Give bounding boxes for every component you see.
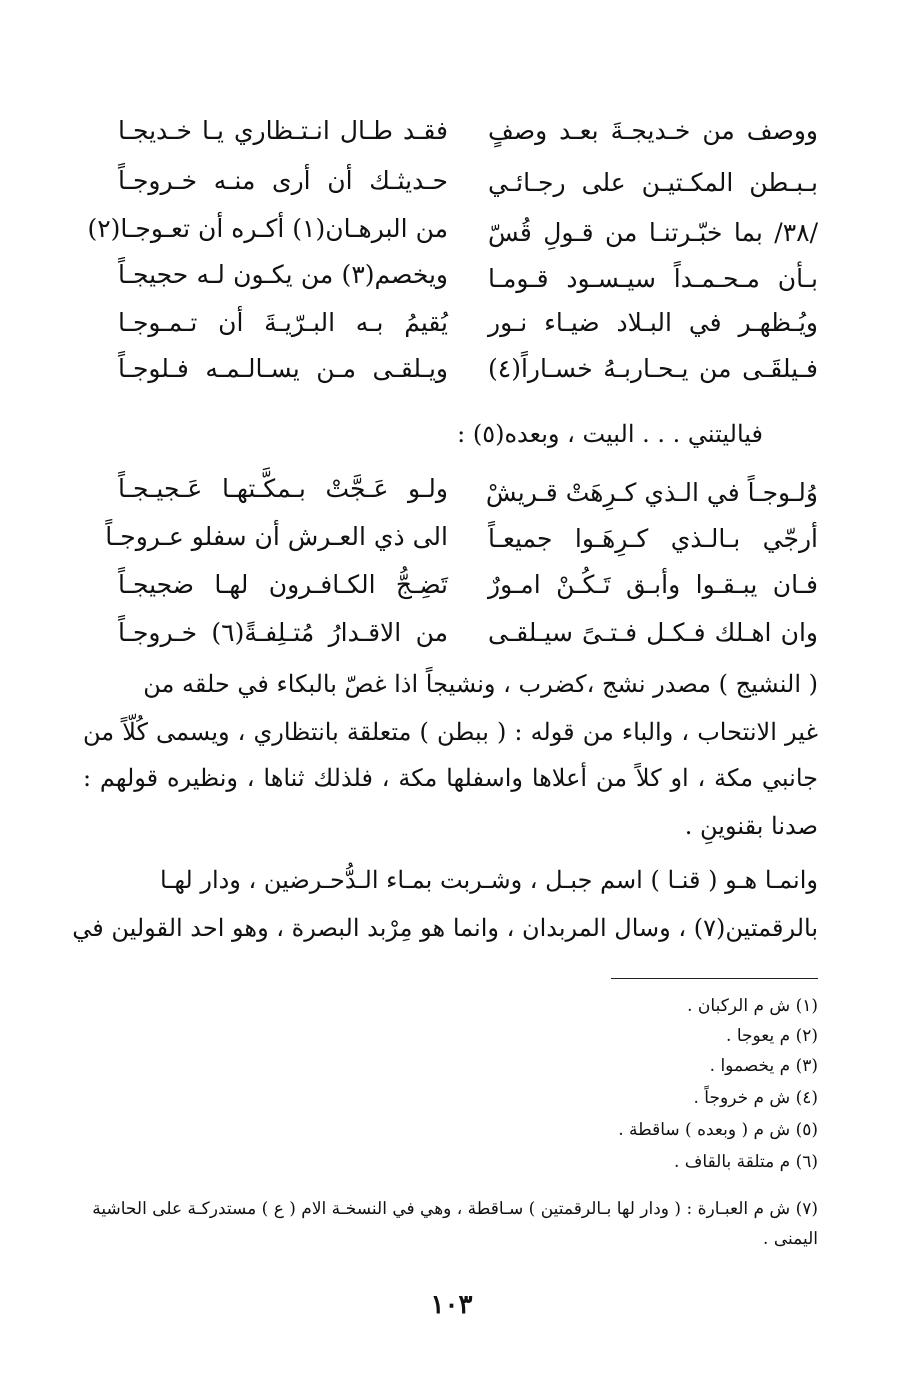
poem2-right-verse: أرجّي بـالـذي كـرِهَـوا جميعـاً <box>488 524 818 553</box>
footnote: (٥) ش م ( وبعده ) ساقطة . <box>618 1120 818 1140</box>
footnote: (٧) ش م العبـارة : ( ودار لها بـالرقمتين ) سـاقطة ، وهي في النسخـة الام ( ع ) مستدركـة على الحاشية اليمنى . <box>92 1199 818 1249</box>
poem2-left-verse: تَضِـجُّ الكـافـرون لهـا ضجيجـاً <box>118 570 448 599</box>
poem1-right-verse: بـأن مـحـمـداً سيـسـود قـومـا <box>488 264 818 293</box>
poem2-left-verse: ولـو عَـجَّتْ بـمكَّـتهـا عَـجيـجـاً <box>118 474 448 503</box>
poem1-left-verse: فقـد طـال انـتـظاري يـا خـديجـا <box>118 116 448 145</box>
footnote: (٢) م يعوجا . <box>726 1026 818 1046</box>
prose-line: صدنا بقنوينِ . <box>684 812 818 840</box>
footnote: (١) ش م الركبان . <box>687 996 818 1016</box>
prose-line: وانمـا هـو ( قنـا ) اسم جبـل ، وشـربت بمـاء الـدُّحـرضين ، ودار لهـا <box>160 866 818 894</box>
prose-line: ( النشيج ) مصدر نشج ،كضرب ، ونشيجاً اذا غصّ بالبكاء في حلقه من <box>143 670 818 698</box>
poem1-left-verse: ويخصم(٣) من يكـون لـه حجيجـاً <box>118 260 448 289</box>
poem1-right-verse: ووصف من خـديجـةَ بعـد وصفٍ <box>488 116 818 145</box>
poem1-right-verse: بـبـطن المكـتيـن على رجـائـي <box>488 168 818 197</box>
poem2-right-verse: وان اهـلك فـكـل فـتـىً سيـلقـى <box>488 618 818 647</box>
poem2-right-verse: وُلـوجـاً في الـذي كـرِهَتْ قـريشْ <box>485 478 818 507</box>
poem1-left-verse: يُقيمُ بـه البـرّيـةَ أن تـمـوجـا <box>118 308 448 337</box>
poem1-right-verse: فـيلقَـى من يـحـاربـهُ خسـاراً(٤) <box>488 354 818 383</box>
poem1-right-verse: /٣٨/ بما خبّـرتنـا من قـولِ قُسّ <box>488 218 818 247</box>
footnote: (٣) م يخصموا . <box>709 1056 818 1076</box>
poem2-right-verse: فـان يبـقـوا وأبـق تَـكُـنْ امـورٌ <box>488 570 818 599</box>
prose-line: جانبي مكة ، او كلاً من أعلاها واسفلها مكة ، فلذلك ثناها ، ونظيره قولهم : <box>83 764 818 792</box>
poem2-left-verse: من الاقـدارُ مُتـلِفـةً(٦) خـروجـاً <box>118 618 448 647</box>
poem1-left-verse: حـديثـك أن أرى منـه خـروجـاً <box>118 166 448 195</box>
page-number: ١٠٣ <box>430 1290 473 1320</box>
footnote: (٦) م متلقة بالقاف . <box>673 1152 818 1172</box>
intro-line: فياليتني . . . البيت ، وبعده(٥) : <box>457 420 763 448</box>
poem2-left-verse: الى ذي العـرش أن سفلو عـروجـاً <box>105 522 448 551</box>
footnote: (٤) ش م خروجاً . <box>693 1088 818 1108</box>
poem1-left-verse: ويـلقـى مـن يسـالـمـه فـلوجـاً <box>118 354 448 383</box>
prose-line: بالرقمتين(٧) ، وسال المربدان ، وانما هو مِرْبد البصرة ، وهو احد القولين في <box>72 914 818 942</box>
prose-line: غير الانتحاب ، والباء من قوله : ( ببطن ) متعلقة بانتظاري ، ويسمى كُلّاً من <box>83 718 818 746</box>
poem1-left-verse: من البرهـان(١) أكـره أن تعـوجـا(٢) <box>87 214 448 243</box>
poem1-right-verse: ويُـظهـر في البـلاد ضيـاء نـور <box>488 308 818 337</box>
footnote-separator <box>611 978 818 979</box>
